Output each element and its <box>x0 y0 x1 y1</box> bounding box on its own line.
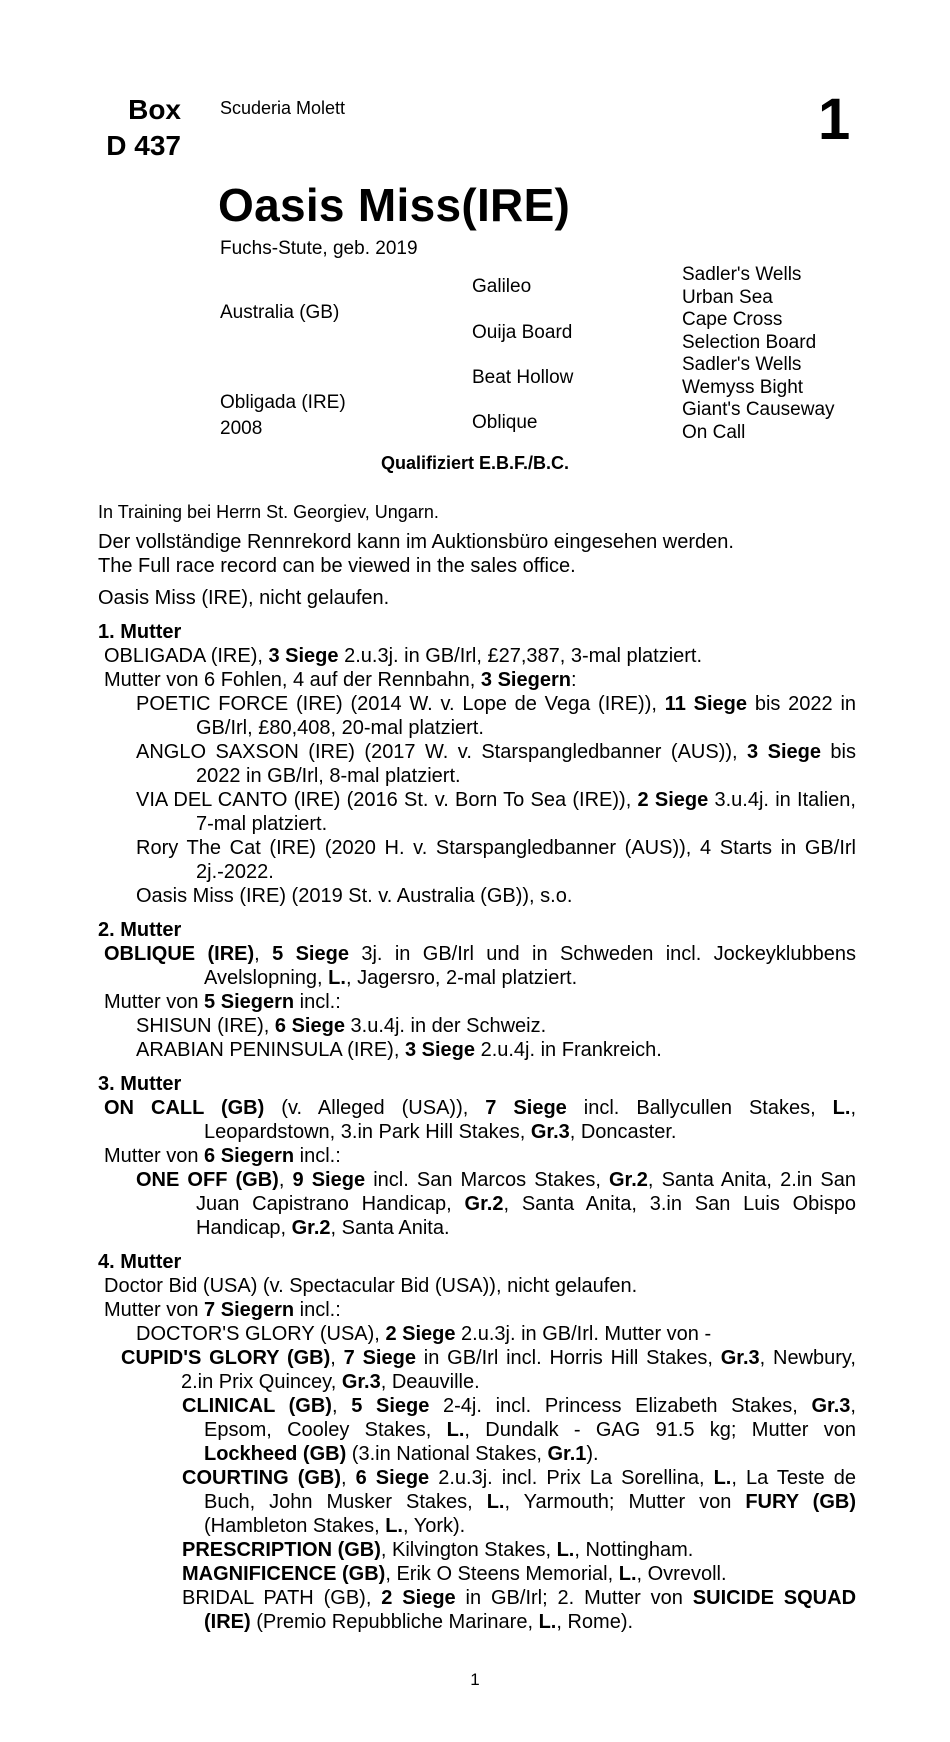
family-entry: OBLIQUE (IRE), 5 Siege 3j. in GB/Irl und in Schweden incl. Jockeyklubbens Avelslopning, L., Jagersro, 2-mal platziert. <box>104 943 856 989</box>
family-entry: Mutter von 6 Siegern incl.: <box>104 1145 341 1167</box>
qualification: Qualifiziert E.B.F./B.C. <box>380 453 570 473</box>
pedigree-g3-4: Selection Board <box>682 331 817 353</box>
family-entry: POETIC FORCE (IRE) (2014 W. v. Lope de Vega (IRE)), 11 Siege bis 2022 in GB/Irl, £80,408, 20-mal platziert. <box>136 693 857 739</box>
family-entry: COURTING (GB), 6 Siege 2.u.3j. incl. Prix La Sorellina, L., La Teste de Buch, John Musker Stakes, L., Yarmouth; Mutter von FURY (GB) (Hambleton Stakes, L., York). <box>182 1467 856 1537</box>
family-entry: Mutter von 6 Fohlen, 4 auf der Rennbahn, 3 Siegern: <box>104 669 577 691</box>
family-entry: Oasis Miss (IRE) (2019 St. v. Australia (GB)), s.o. <box>136 885 573 907</box>
family-entry: ARABIAN PENINSULA (IRE), 3 Siege 2.u.4j. in Frankreich. <box>136 1039 662 1061</box>
family-entry: Mutter von 5 Siegern incl.: <box>104 991 341 1013</box>
family-entry: Rory The Cat (IRE) (2020 H. v. Starspangledbanner (AUS)), 4 Starts in GB/Irl 2j.-2022. <box>136 837 856 883</box>
horse-description: Fuchs-Stute, geb. 2019 <box>220 238 418 259</box>
pedigree-g3-list <box>682 264 835 444</box>
family-entry: ONE OFF (GB), 9 Siege incl. San Marcos Stakes, Gr.2, Santa Anita, 2.in San Juan Capistrano Handicap, Gr.2, Santa Anita, 3.in San Luis Obispo Handicap, Gr.2, Santa Anita. <box>136 1169 857 1239</box>
race-summary: Oasis Miss (IRE), nicht gelaufen. <box>98 587 390 609</box>
family-entry: BRIDAL PATH (GB), 2 Siege in GB/Irl; 2. Mutter von SUICIDE SQUAD (IRE) (Premio Repubbliche Marinare, L., Rome). <box>182 1587 857 1633</box>
section-title: 1. Mutter <box>98 621 182 643</box>
horse-name: Oasis Miss(IRE) <box>218 179 571 231</box>
page-number: 1 <box>470 1670 480 1689</box>
family-entry: CUPID'S GLORY (GB), 7 Siege in GB/Irl incl. Horris Hill Stakes, Gr.3, Newbury, 2.in Prix Quincey, Gr.3, Deauville. <box>121 1347 856 1393</box>
pedigree-sire: Australia (GB) <box>220 302 340 323</box>
family-entry: ANGLO SAXSON (IRE) (2017 W. v. Starspangledbanner (AUS)), 3 Siege bis 2022 in GB/Irl, 8-mal platziert. <box>136 741 856 787</box>
pedigree-g3-2: Urban Sea <box>682 286 773 308</box>
box-title: Box <box>128 94 181 125</box>
catalogue-body <box>98 500 856 1634</box>
family-entry: Doctor Bid (USA) (v. Spectacular Bid (USA)), nicht gelaufen. <box>104 1275 638 1297</box>
lot-number: 1 <box>818 87 851 152</box>
family-entry: DOCTOR'S GLORY (USA), 2 Siege 2.u.3j. in GB/Irl. Mutter von - <box>136 1323 712 1345</box>
training-note: In Training bei Herrn St. Georgiev, Ungarn. <box>98 502 439 522</box>
family-entry: ON CALL (GB) (v. Alleged (USA)), 7 Siege incl. Ballycullen Stakes, L., Leopardstown, 3.in Park Hill Stakes, Gr.3, Doncaster. <box>104 1097 856 1143</box>
family-entry: OBLIGADA (IRE), 3 Siege 2.u.3j. in GB/Irl, £27,387, 3-mal platziert. <box>104 645 703 667</box>
family-entry: Mutter von 7 Siegern incl.: <box>104 1299 341 1321</box>
family-entry: MAGNIFICENCE (GB), Erik O Steens Memorial, L., Ovrevoll. <box>182 1563 727 1585</box>
pedigree-g3-5: Sadler's Wells <box>682 354 802 375</box>
section-title: 3. Mutter <box>98 1073 182 1095</box>
pedigree-g3-3: Cape Cross <box>682 309 783 330</box>
record-note-en: The Full race record can be viewed in the sales office. <box>98 555 576 577</box>
section-title: 2. Mutter <box>98 919 182 941</box>
box-number: D 437 <box>106 130 181 161</box>
record-note-de: Der vollständige Rennrekord kann im Auktionsbüro eingesehen werden. <box>98 531 734 553</box>
family-entry: SHISUN (IRE), 6 Siege 3.u.4j. in der Schweiz. <box>136 1015 547 1037</box>
pedigree-g3-1: Sadler's Wells <box>682 264 802 285</box>
pedigree-g3-8: On Call <box>682 421 746 443</box>
family-entry: CLINICAL (GB), 5 Siege 2-4j. incl. Princess Elizabeth Stakes, Gr.3, Epsom, Cooley Stakes, L., Dundalk - GAG 91.5 kg; Mutter von Lockheed (GB) (3.in National Stakes, Gr.1). <box>182 1395 856 1465</box>
pedigree-g3-7: Giant's Causeway <box>682 399 835 420</box>
pedigree-dam-year: 2008 <box>220 418 263 439</box>
section-title: 4. Mutter <box>98 1251 182 1273</box>
pedigree-dam: Obligada (IRE) <box>220 392 346 413</box>
family-entry: VIA DEL CANTO (IRE) (2016 St. v. Born To Sea (IRE)), 2 Siege 3.u.4j. in Italien, 7-mal platziert. <box>136 789 856 835</box>
pedigree-g2-1: Galileo <box>472 276 532 297</box>
owner-name: Scuderia Molett <box>220 98 346 118</box>
pedigree-g2-4: Oblique <box>472 412 538 433</box>
pedigree-g3-6: Wemyss Bight <box>682 376 804 398</box>
box-label <box>96 92 181 164</box>
pedigree-g2-3: Beat Hollow <box>472 367 574 388</box>
pedigree-g2-2: Ouija Board <box>472 322 573 343</box>
family-entry: PRESCRIPTION (GB), Kilvington Stakes, L., Nottingham. <box>182 1539 694 1561</box>
